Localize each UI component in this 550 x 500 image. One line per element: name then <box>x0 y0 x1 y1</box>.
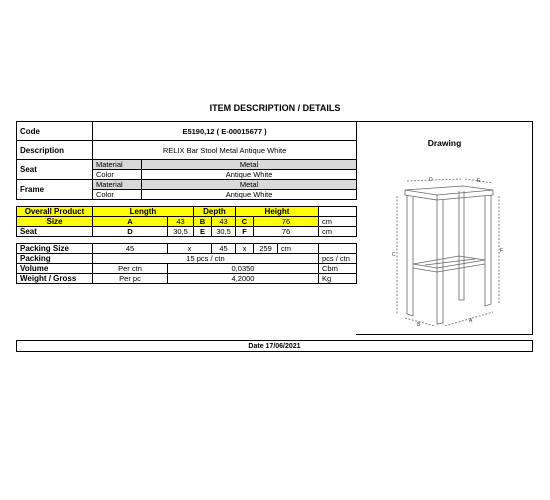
dim-a-value: 43 <box>168 217 194 227</box>
row-overall-headers <box>17 207 357 217</box>
row-packing-size <box>17 244 357 254</box>
overall-label-2: Size <box>17 217 93 227</box>
seat-top-shape <box>405 186 493 195</box>
dim-c-letter: C <box>236 217 254 227</box>
description-label: Description <box>17 141 93 160</box>
dim-b-letter: B <box>194 217 212 227</box>
row-description <box>17 141 357 160</box>
packing-width: 45 <box>212 244 236 254</box>
frame-material-key: Material <box>93 180 142 190</box>
drawing-label-b: B <box>417 322 421 326</box>
weight-label: Weight / Gross <box>17 274 93 284</box>
row-overall-values <box>17 217 357 227</box>
dim-a-letter: A <box>93 217 168 227</box>
leg-front-right <box>437 200 443 324</box>
seat-front-edge <box>405 190 437 200</box>
date-footer: Date 17/06/2021 <box>16 340 533 352</box>
drawing-label-e: E <box>477 178 481 184</box>
seat-material-key: Material <box>93 160 142 170</box>
description-value: RELIX Bar Stool Metal Antique White <box>93 141 357 160</box>
packing-x-1: x <box>168 244 212 254</box>
leg-back-left <box>459 191 464 300</box>
bar-stool-drawing <box>385 176 505 326</box>
drawing-label-d: D <box>429 177 433 183</box>
length-header: Length <box>93 207 194 217</box>
row-seat-material <box>17 160 357 170</box>
row-code <box>17 122 357 141</box>
drawing-title: Drawing <box>427 138 462 148</box>
dim-f-value: 76 <box>254 227 319 237</box>
dim-b-value: 43 <box>212 217 236 227</box>
packing-unit: pcs / ctn <box>319 254 357 264</box>
overall-label-1: Overall Product <box>17 207 93 217</box>
dim-e-value: 30,5 <box>212 227 236 237</box>
row-frame-material <box>17 180 357 190</box>
dim-c-value: 76 <box>254 217 319 227</box>
row-volume <box>17 264 357 274</box>
dim-line-d <box>407 179 461 181</box>
seat-size-unit: cm <box>319 227 357 237</box>
packing-x-2: x <box>236 244 254 254</box>
packing-size-unit: cm <box>278 244 319 254</box>
dim-d-letter: D <box>93 227 168 237</box>
drawing-label-f: F <box>500 248 504 254</box>
spacer <box>17 200 357 207</box>
volume-per: Per ctn <box>93 264 168 274</box>
seat-color-value: Antique White <box>142 170 357 180</box>
leg-back-right <box>485 195 491 306</box>
weight-unit: Kg <box>319 274 357 284</box>
drawing-label-c: C <box>392 252 396 258</box>
frame-label: Frame <box>17 180 93 200</box>
spacer <box>17 237 357 244</box>
volume-value: 0,0350 <box>168 264 319 274</box>
packing-label: Packing <box>17 254 93 264</box>
seat-size-label: Seat <box>17 227 93 237</box>
dim-e-letter: E <box>194 227 212 237</box>
code-label: Code <box>17 122 93 141</box>
page-title: ITEM DESCRIPTION / DETAILS <box>209 103 341 113</box>
spec-table <box>16 121 357 284</box>
weight-value: 4,2000 <box>168 274 319 284</box>
frame-material-value: Metal <box>142 180 357 190</box>
drawing-label-a: A <box>469 318 473 324</box>
dim-d-value: 30,5 <box>168 227 194 237</box>
row-packing <box>17 254 357 264</box>
volume-unit: Cbm <box>319 264 357 274</box>
frame-color-key: Color <box>93 190 142 200</box>
seat-color-key: Color <box>93 170 142 180</box>
packing-value: 15 pcs / ctn <box>93 254 319 264</box>
seat-material-value: Metal <box>142 160 357 170</box>
leg-front-left <box>407 195 413 316</box>
seat-label: Seat <box>17 160 93 180</box>
footrest-edge <box>413 264 485 272</box>
packing-height: 259 <box>254 244 278 254</box>
overall-unit: cm <box>319 217 357 227</box>
height-header: Height <box>236 207 319 217</box>
code-value: E5190,12 ( E-00015677 ) <box>93 122 357 141</box>
packing-length: 45 <box>93 244 168 254</box>
dim-f-letter: F <box>236 227 254 237</box>
row-weight <box>17 274 357 284</box>
packing-size-label: Packing Size <box>17 244 93 254</box>
footrest-slat <box>425 259 475 265</box>
frame-color-value: Antique White <box>142 190 357 200</box>
row-seat-size <box>17 227 357 237</box>
volume-label: Volume <box>17 264 93 274</box>
weight-per: Per pc <box>93 274 168 284</box>
depth-header: Depth <box>194 207 236 217</box>
